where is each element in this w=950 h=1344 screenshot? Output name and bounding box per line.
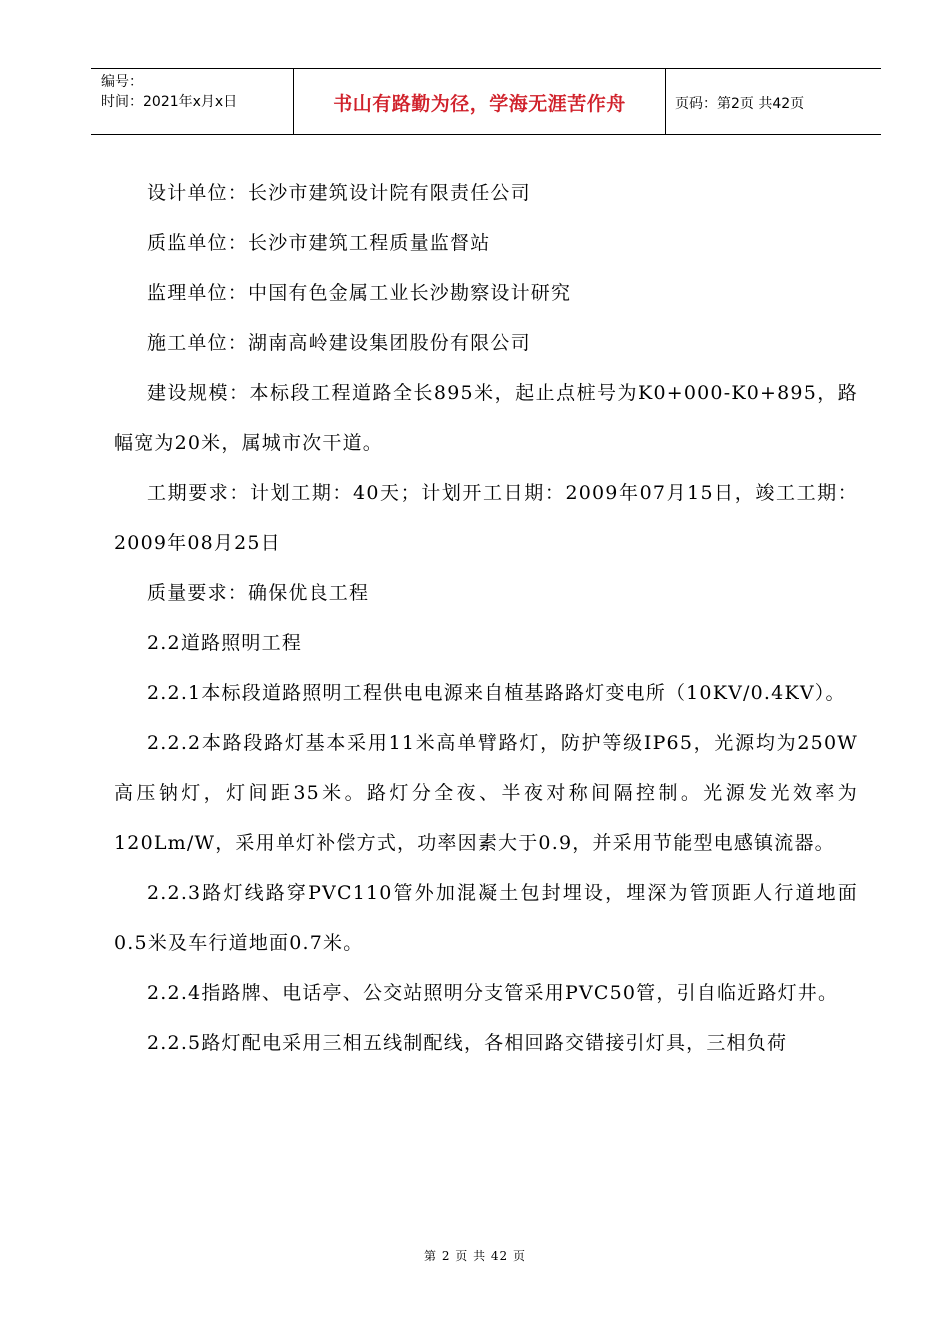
document-body bbox=[114, 168, 858, 1068]
paragraph-construction-unit: 施工单位：湖南高岭建设集团股份有限公司 bbox=[147, 332, 531, 354]
paragraph-2-2-2: 2.2.2本路段路灯基本采用11米高单臂路灯，防护等级IP65，光源均为250W高压钠灯，灯间距35米。路灯分全夜、半夜对称间隔控制。光源发光效率为120Lm/W，采用单灯补偿方式，功率因素大于0.9，并采用节能型电感镇流器。 bbox=[114, 732, 858, 854]
paragraph-2-2-5: 2.2.5路灯配电采用三相五线制配线，各相回路交错接引灯具，三相负荷 bbox=[147, 1032, 788, 1054]
paragraph-quality-supervision-unit: 质监单位：长沙市建筑工程质量监督站 bbox=[147, 232, 491, 254]
number-label: 编号： bbox=[101, 74, 143, 90]
paragraph-construction-scale: 建设规模：本标段工程道路全长895米，起止点桩号为K0+000-K0+895，路幅宽为20米，属城市次干道。 bbox=[114, 382, 858, 454]
page-footer: 第 2 页 共 42 页 bbox=[424, 1249, 526, 1263]
time-label: 时间：2021年x月x日 bbox=[101, 94, 238, 110]
paragraph-2-2-3: 2.2.3路灯线路穿PVC110管外加混凝土包封埋设，埋深为管顶距人行道地面0.5米及车行道地面0.7米。 bbox=[114, 882, 858, 954]
paragraph-2-2-1: 2.2.1本标段道路照明工程供电电源来自植基路路灯变电所（10KV/0.4KV）。 bbox=[147, 682, 846, 704]
page-header bbox=[91, 68, 881, 135]
header-meta bbox=[101, 72, 237, 112]
paragraph-quality-requirement: 质量要求：确保优良工程 bbox=[147, 582, 370, 604]
header-motto: 书山有路勤为径，学海无涯苦作舟 bbox=[333, 93, 626, 115]
header-page-info: 页码：第2页 共42页 bbox=[675, 96, 805, 112]
paragraph-supervision-unit: 监理单位：中国有色金属工业长沙勘察设计研究 bbox=[147, 282, 572, 304]
paragraph-schedule: 工期要求：计划工期：40天；计划开工日期：2009年07月15日，竣工工期：2009年08月25日 bbox=[114, 482, 858, 554]
paragraph-design-unit: 设计单位：长沙市建筑设计院有限责任公司 bbox=[147, 182, 531, 204]
paragraph-2-2-4: 2.2.4指路牌、电话亭、公交站照明分支管采用PVC50管，引自临近路灯井。 bbox=[147, 982, 839, 1004]
header-divider bbox=[665, 69, 666, 135]
section-heading: 2.2道路照明工程 bbox=[147, 632, 303, 654]
